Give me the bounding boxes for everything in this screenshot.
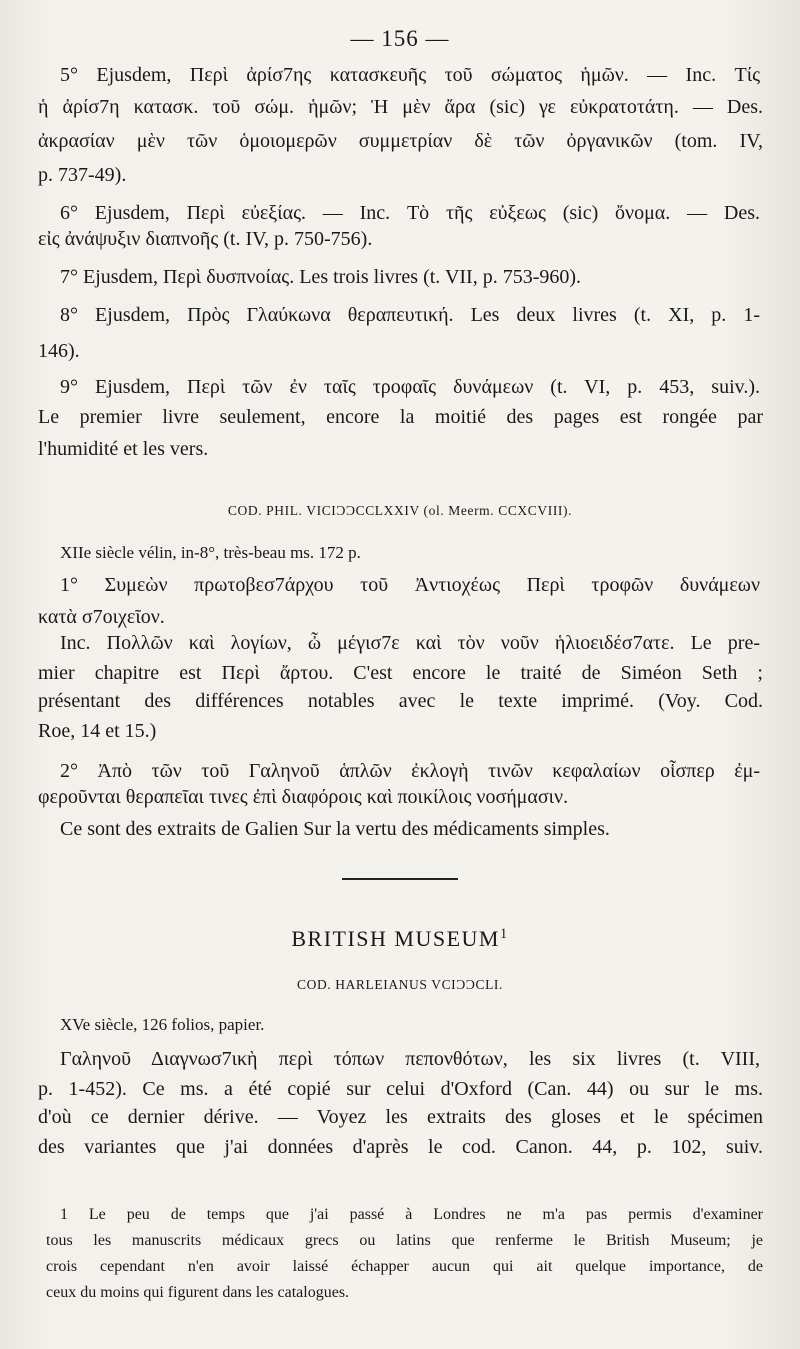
footnote-line: crois cependant n'en avoir laissé échapper aucun qui ait quelque importance, de bbox=[46, 1258, 763, 1275]
text-line: Γαληνοῦ Διαγνωσ7ικὴ περὶ τόπων πεπονθότων, les six livres (t. VIII, bbox=[60, 1048, 760, 1070]
codex-description: XIIe siècle vélin, in-8°, très-beau ms. 172 p. bbox=[60, 543, 361, 562]
text-line: Le premier livre seulement, encore la moitié des pages est rongée par bbox=[38, 406, 763, 428]
text-line: d'où ce dernier dérive. — Voyez les extraits des gloses et le spécimen bbox=[38, 1106, 763, 1128]
text-line: 2° Ἀπὸ τῶν τοῦ Γαληνοῦ ἁπλῶν ἐκλογὴ τινῶν κεφαλαίων οἷσπερ ἐμ- bbox=[60, 760, 760, 782]
codex-heading: COD. HARLEIANUS VCIƆƆCLI. bbox=[296, 977, 503, 992]
text-line: Roe, 14 et 15.) bbox=[38, 720, 157, 742]
text-line: p. 1-452). Ce ms. a été copié sur celui d'Oxford (Can. 44) ou sur le ms. bbox=[38, 1078, 763, 1100]
footnote-line: ceux du moins qui figurent dans les catalogues. bbox=[46, 1284, 350, 1301]
footnote-line: tous les manuscrits médicaux grecs ou latins que renferme le British Museum; je bbox=[46, 1232, 763, 1249]
text-line: φεροῦνται θεραπεῖαι τινες ἐπὶ διαφόροις καὶ ποικίλοις νοσήμασιν. bbox=[38, 786, 569, 808]
text-line: l'humidité et les vers. bbox=[38, 438, 209, 460]
section-divider bbox=[342, 878, 458, 880]
text-line: mier chapitre est Περὶ ἄρτου. C'est encore le traité de Siméon Seth ; bbox=[38, 662, 763, 684]
text-line: κατὰ σ7οιχεῖον. bbox=[38, 606, 165, 628]
page-number: — 156 — bbox=[350, 26, 450, 51]
text-line: 8° Ejusdem, Πρὸς Γλαύκωνα θεραπευτική. Les deux livres (t. XI, p. 1- bbox=[60, 304, 760, 326]
text-line: p. 737-49). bbox=[38, 164, 127, 186]
text-line: des variantes que j'ai données d'après le cod. Canon. 44, p. 102, suiv. bbox=[38, 1136, 763, 1158]
text-line: 1° Συμεὼν πρωτοβεσ7άρχου τοῦ Ἀντιοχέως Περὶ τροφῶν δυνάμεων bbox=[60, 574, 760, 596]
codex-description: XVe siècle, 126 folios, papier. bbox=[60, 1015, 265, 1034]
codex-heading: COD. PHIL. VICIƆƆCCLXXIV (ol. Meerm. CCXCVIII). bbox=[227, 503, 573, 518]
text-line: 5° Ejusdem, Περὶ ἀρίσ7ης κατασκευῆς τοῦ σώματος ἡμῶν. — Inc. Τίς bbox=[60, 64, 760, 86]
text-line: ἡ ἀρίσ7η κατασκ. τοῦ σώμ. ἡμῶν; Ἡ μὲν ἄρα (sic) γε εὐκρατοτάτη. — Des. bbox=[38, 96, 763, 118]
text-line: 7° Ejusdem, Περὶ δυσπνοίας. Les trois livres (t. VII, p. 753-960). bbox=[60, 266, 582, 288]
text-line: Inc. Πολλῶν καὶ λογίων, ὦ μέγισ7ε καὶ τὸν νοῦν ἡλιοειδέσ7ατε. Le pre- bbox=[60, 632, 760, 654]
text-line: 9° Ejusdem, Περὶ τῶν ἐν ταῖς τροφαῖς δυνάμεων (t. VI, p. 453, suiv.). bbox=[60, 376, 760, 398]
text-line: Ce sont des extraits de Galien Sur la vertu des médicaments simples. bbox=[60, 818, 610, 840]
footnote-line: 1 Le peu de temps que j'ai passé à Londres ne m'a pas permis d'examiner bbox=[60, 1206, 763, 1223]
text-line: εἰς ἀνάψυξιν διαπνοῆς (t. IV, p. 750-756). bbox=[38, 228, 373, 250]
footnote-mark: 1 bbox=[499, 926, 509, 943]
text-line: 6° Ejusdem, Περὶ εὐεξίας. — Inc. Τὸ τῆς εὐξεως (sic) ὄνομα. — Des. bbox=[60, 202, 760, 224]
text-line: ἀκρασίαν μὲν τῶν ὁμοιομερῶν συμμετρίαν δὲ τῶν ὀργανικῶν (tom. IV, bbox=[38, 130, 763, 152]
section-title: BRITISH MUSEUM$^1$ bbox=[291, 926, 509, 951]
text-line: présentant des différences notables avec le texte imprimé. (Voy. Cod. bbox=[38, 690, 763, 712]
text-line: 146). bbox=[38, 340, 80, 362]
